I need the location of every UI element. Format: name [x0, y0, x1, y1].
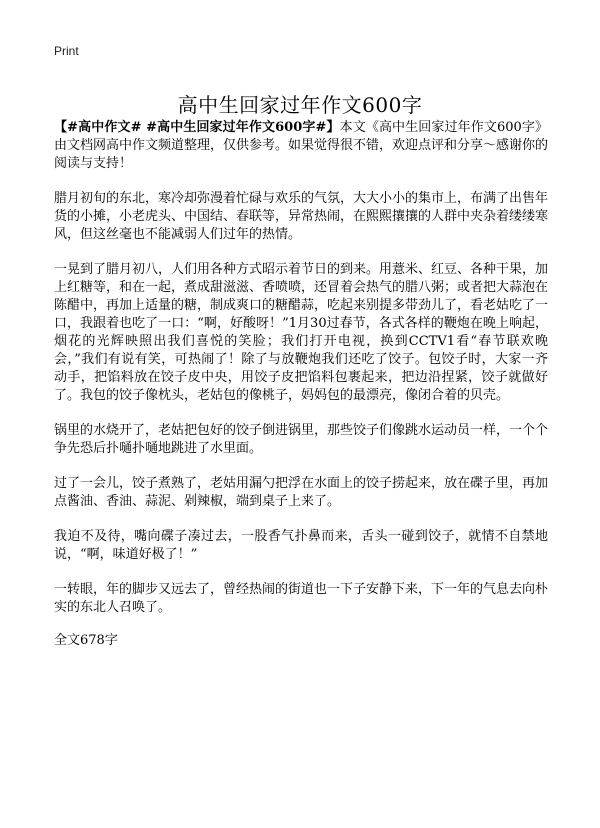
- paragraph-1: 腊月初旬的东北，寒冷却弥漫着忙碌与欢乐的气氛，大大小小的集市上，布满了出售年货的小摊，小老虎头、中国结、春联等，异常热闹，在熙熙攘攘的人群中夹杂着缕缕寒风，但这丝毫也不能减弱人们过年的热情。: [54, 191, 549, 242]
- paragraph-5: 我迫不及待，嘴向碟子凑过去，一股香气扑鼻而来，舌头一碰到饺子，就情不自禁地说，“啊，味道好极了！”: [54, 529, 548, 562]
- article-title: 高中生回家过年作文600字: [177, 93, 423, 118]
- paragraph-2: 一晃到了腊月初八，人们用各种方式昭示着节日的到来。用薏米、红豆、各种干果，加上红糖等，和在一起，煮成甜滋滋、香喷喷，还冒着会热气的腊八粥；或者把大蒜泡在陈醋中，再加上适量的糖，制成爽口的糖醋蒜，吃起来别提多带劲儿了，看老姑吃了一口，我跟着也吃了一口：“啊，好酸呀！”1月30过春节，各式各样的鞭炮在晚上响起，烟花的光辉映照出我们喜悦的笑脸；我们打开电视，换到CCTV1看“春节联欢晚会，”我们有说有笑，可热闹了！除了与放鞭炮我们还吃了饺子。包饺子时，大家一齐动手，把馅料放在饺子皮中央，用饺子皮把馅料包裹起来，把边沿捏紧，饺子就做好了。我包的饺子像枕头，老姑包的像桃子，妈妈包的最漂亮，像闭合着的贝壳。: [54, 262, 549, 403]
- paragraph-6: 一转眼，年的脚步又远去了，曾经热闹的街道也一下子安静下来，下一年的气息去向朴实的东北人召唤了。: [54, 582, 549, 615]
- intro-tag: 【#高中作文# #高中生回家过年作文600字#】: [54, 120, 340, 135]
- word-count: 全文678字: [54, 633, 118, 648]
- article-body: [54, 119, 548, 650]
- intro-paragraph: [54, 119, 548, 173]
- paragraph-4: 过了一会儿，饺子煮熟了，老姑用漏勺把浮在水面上的饺子捞起来，放在碟子里，再加点酱油、香油、蒜泥、剁辣椒，端到桌子上来了。: [54, 476, 549, 509]
- paragraph-3: 锅里的水烧开了，老姑把包好的饺子倒进锅里，那些饺子们像跳水运动员一样，一个个争先恐后扑嗵扑嗵地跳进了水里面。: [54, 423, 549, 456]
- print-link[interactable]: Print: [54, 44, 79, 58]
- intro-text: 本文《高中生回家过年作文600字》由文档网高中作文频道整理，仅供参考。如果觉得很不错，欢迎点评和分享～感谢你的阅读与支持！: [54, 120, 549, 171]
